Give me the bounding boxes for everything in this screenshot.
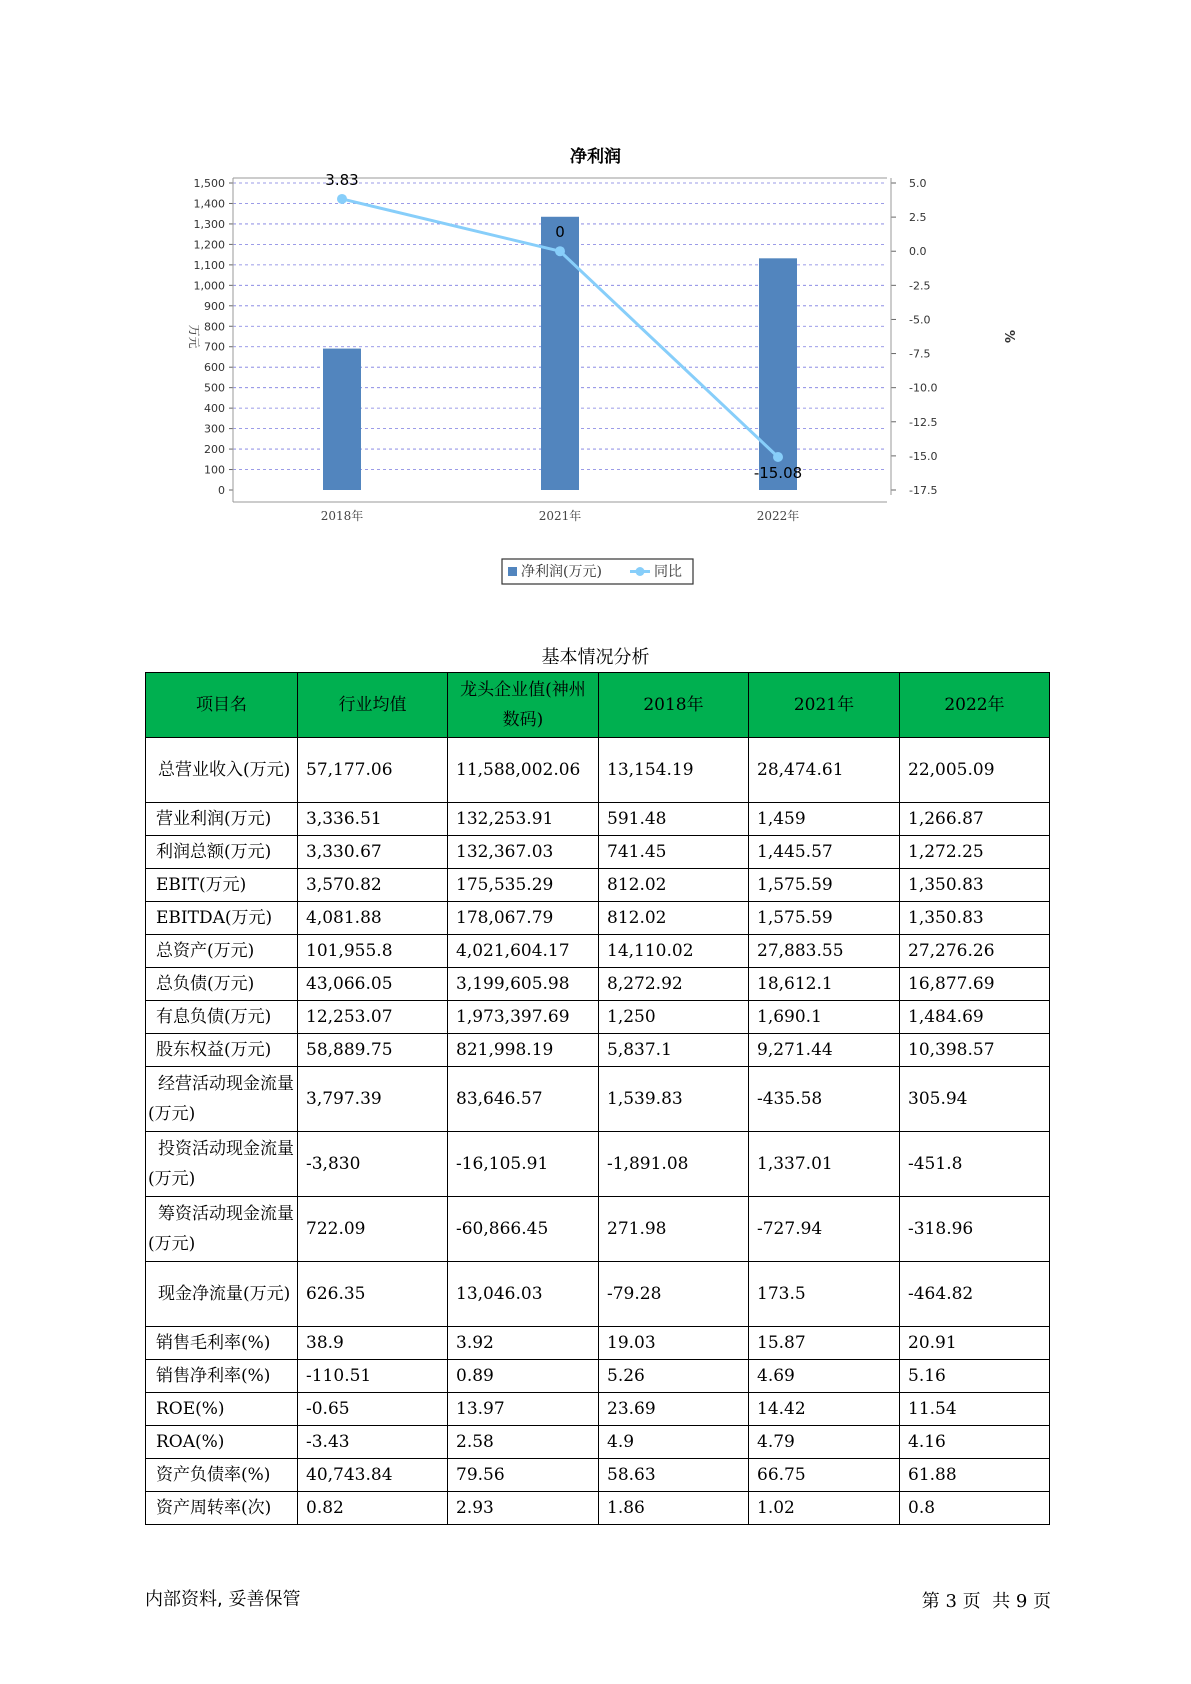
row-label-cell: 利润总额(万元) <box>146 836 298 869</box>
table-cell: 5,837.1 <box>599 1034 749 1067</box>
table-cell: 821,998.19 <box>448 1034 599 1067</box>
table-cell: 1,350.83 <box>900 869 1050 902</box>
table-cell: 1,350.83 <box>900 902 1050 935</box>
table-cell: 178,067.79 <box>448 902 599 935</box>
row-label-cell: 销售净利率(%) <box>146 1360 298 1393</box>
y-tick-label: 1,300 <box>193 217 225 231</box>
table-cell: 173.5 <box>749 1262 900 1327</box>
row-label-cell: 投资活动现金流量(万元) <box>146 1132 298 1197</box>
y-tick-label: 1,000 <box>193 279 225 293</box>
table-cell: 1,337.01 <box>749 1132 900 1197</box>
table-cell: -1,891.08 <box>599 1132 749 1197</box>
table-cell: -16,105.91 <box>448 1132 599 1197</box>
table-row <box>146 836 1050 869</box>
table-cell: 8,272.92 <box>599 968 749 1001</box>
table-row <box>146 1426 1050 1459</box>
y2-tick-label: -10.0 <box>909 381 938 395</box>
table-cell: 4.69 <box>749 1360 900 1393</box>
footer-confidential-note: 内部资料, 妥善保管 <box>145 1589 301 1610</box>
table-cell: -3,830 <box>298 1132 448 1197</box>
y-tick-label: 100 <box>204 463 225 477</box>
table-cell: 58.63 <box>599 1459 749 1492</box>
table-row <box>146 803 1050 836</box>
table-cell: 5.16 <box>900 1360 1050 1393</box>
table-cell: 0.82 <box>298 1492 448 1525</box>
row-label-cell: 资产负债率(%) <box>146 1459 298 1492</box>
table-cell: 20.91 <box>900 1327 1050 1360</box>
table-cell: 626.35 <box>298 1262 448 1327</box>
table-cell: 591.48 <box>599 803 749 836</box>
table-row <box>146 902 1050 935</box>
table-cell: 1,445.57 <box>749 836 900 869</box>
table-cell: -464.82 <box>900 1262 1050 1327</box>
table-cell: 10,398.57 <box>900 1034 1050 1067</box>
table-row <box>146 1360 1050 1393</box>
table-header-row <box>146 673 1050 738</box>
bar <box>323 349 361 490</box>
table-cell: 14,110.02 <box>599 935 749 968</box>
table-cell: 14.42 <box>749 1393 900 1426</box>
table-cell: -0.65 <box>298 1393 448 1426</box>
table-cell: 58,889.75 <box>298 1034 448 1067</box>
table-cell: 22,005.09 <box>900 738 1050 803</box>
table-cell: -451.8 <box>900 1132 1050 1197</box>
row-label-cell: 现金净流量(万元) <box>146 1262 298 1327</box>
table-cell: 11,588,002.06 <box>448 738 599 803</box>
table-row <box>146 1001 1050 1034</box>
header-item-name: 项目名 <box>146 673 298 738</box>
net-profit-chart <box>0 170 1191 600</box>
row-label-cell: ROE(%) <box>146 1393 298 1426</box>
y2-axis-title: % <box>1001 329 1016 344</box>
y-tick-label: 700 <box>204 340 225 354</box>
table-cell: 40,743.84 <box>298 1459 448 1492</box>
table-row <box>146 968 1050 1001</box>
table-cell: 305.94 <box>900 1067 1050 1132</box>
table-cell: 4.9 <box>599 1426 749 1459</box>
row-label-cell: 资产周转率(次) <box>146 1492 298 1525</box>
table-cell: 3,199,605.98 <box>448 968 599 1001</box>
table-cell: -435.58 <box>749 1067 900 1132</box>
table-cell: 79.56 <box>448 1459 599 1492</box>
yoy-point <box>337 194 347 204</box>
table-cell: 2.58 <box>448 1426 599 1459</box>
table-cell: 1,459 <box>749 803 900 836</box>
table-cell: 13.97 <box>448 1393 599 1426</box>
yoy-data-label: 0 <box>555 223 565 242</box>
table-cell: 5.26 <box>599 1360 749 1393</box>
row-label-cell: 股东权益(万元) <box>146 1034 298 1067</box>
table-cell: 4,021,604.17 <box>448 935 599 968</box>
y-tick-label: 200 <box>204 443 225 457</box>
legend-line-marker <box>636 567 645 576</box>
table-cell: 4.79 <box>749 1426 900 1459</box>
table-cell: 4.16 <box>900 1426 1050 1459</box>
y-tick-label: 0 <box>218 484 225 497</box>
table-cell: 101,955.8 <box>298 935 448 968</box>
x-tick-label: 2018年 <box>320 509 364 523</box>
table-row <box>146 738 1050 803</box>
y2-tick-label: -2.5 <box>909 279 931 293</box>
table-cell: 812.02 <box>599 902 749 935</box>
table-cell: 1,575.59 <box>749 902 900 935</box>
table-cell: 2.93 <box>448 1492 599 1525</box>
row-label-cell: 销售毛利率(%) <box>146 1327 298 1360</box>
table-cell: 23.69 <box>599 1393 749 1426</box>
table-cell: 132,367.03 <box>448 836 599 869</box>
y-tick-label: 1,500 <box>193 177 225 190</box>
y2-tick-label: -7.5 <box>909 347 931 361</box>
table-row <box>146 869 1050 902</box>
table-cell: 66.75 <box>749 1459 900 1492</box>
table-cell: 4,081.88 <box>298 902 448 935</box>
table-cell: 61.88 <box>900 1459 1050 1492</box>
table-row <box>146 1459 1050 1492</box>
y2-tick-label: -12.5 <box>909 415 938 429</box>
table-row <box>146 1492 1050 1525</box>
header-2018: 2018年 <box>599 673 749 738</box>
yoy-data-label: -15.08 <box>753 463 803 482</box>
row-label-cell: 有息负债(万元) <box>146 1001 298 1034</box>
y-tick-label: 1,100 <box>193 258 225 272</box>
table-cell: 9,271.44 <box>749 1034 900 1067</box>
y-tick-label: 500 <box>204 381 225 395</box>
x-tick-label: 2022年 <box>756 509 800 523</box>
row-label-cell: ROA(%) <box>146 1426 298 1459</box>
table-cell: 18,612.1 <box>749 968 900 1001</box>
table-cell: 1,973,397.69 <box>448 1001 599 1034</box>
table-cell: 19.03 <box>599 1327 749 1360</box>
header-2022: 2022年 <box>900 673 1050 738</box>
table-cell: -79.28 <box>599 1262 749 1327</box>
table-cell: 3,797.39 <box>298 1067 448 1132</box>
table-row <box>146 1067 1050 1132</box>
table-cell: 1,272.25 <box>900 836 1050 869</box>
table-cell: 1,539.83 <box>599 1067 749 1132</box>
table-cell: 28,474.61 <box>749 738 900 803</box>
y-tick-label: 900 <box>204 299 225 313</box>
row-label-cell: 总资产(万元) <box>146 935 298 968</box>
row-label-cell: 总负债(万元) <box>146 968 298 1001</box>
table-row <box>146 1132 1050 1197</box>
table-cell: 1,690.1 <box>749 1001 900 1034</box>
bar <box>541 217 579 490</box>
table-cell: 13,046.03 <box>448 1262 599 1327</box>
x-tick-label: 2021年 <box>538 509 582 523</box>
table-cell: -110.51 <box>298 1360 448 1393</box>
table-cell: -318.96 <box>900 1197 1050 1262</box>
table-cell: 43,066.05 <box>298 968 448 1001</box>
y-tick-label: 400 <box>204 402 225 416</box>
basic-analysis-table <box>145 672 1050 1525</box>
y2-tick-label: 5.0 <box>909 177 927 190</box>
table-cell: 741.45 <box>599 836 749 869</box>
table-cell: 1.02 <box>749 1492 900 1525</box>
y-axis-title: 万元 <box>187 324 201 349</box>
row-label-cell: 总营业收入(万元) <box>146 738 298 803</box>
table-cell: -60,866.45 <box>448 1197 599 1262</box>
header-industry-avg: 行业均值 <box>298 673 448 738</box>
table-row <box>146 935 1050 968</box>
yoy-data-label: 3.83 <box>325 170 359 189</box>
table-cell: 83,646.57 <box>448 1067 599 1132</box>
table-cell: 16,877.69 <box>900 968 1050 1001</box>
legend-bar-label: 净利润(万元) <box>521 564 602 580</box>
row-label-cell: EBIT(万元) <box>146 869 298 902</box>
table-cell: 132,253.91 <box>448 803 599 836</box>
table-cell: 812.02 <box>599 869 749 902</box>
table-cell: -727.94 <box>749 1197 900 1262</box>
y2-tick-label: -5.0 <box>909 313 931 327</box>
table-cell: 0.8 <box>900 1492 1050 1525</box>
y-tick-label: 800 <box>204 320 225 334</box>
yoy-point <box>773 452 783 462</box>
table-cell: 3,330.67 <box>298 836 448 869</box>
y2-tick-label: 0.0 <box>909 245 927 259</box>
table-cell: 1.86 <box>599 1492 749 1525</box>
chart-title: 净利润 <box>570 147 621 167</box>
table-cell: 1,484.69 <box>900 1001 1050 1034</box>
table-cell: 11.54 <box>900 1393 1050 1426</box>
table-title: 基本情况分析 <box>541 647 650 668</box>
y2-tick-label: -17.5 <box>909 484 938 497</box>
table-cell: 57,177.06 <box>298 738 448 803</box>
y2-tick-label: -15.0 <box>909 449 938 463</box>
table-cell: 27,883.55 <box>749 935 900 968</box>
table-row <box>146 1197 1050 1262</box>
row-label-cell: 营业利润(万元) <box>146 803 298 836</box>
y-tick-label: 1,400 <box>193 197 225 211</box>
legend-line-label: 同比 <box>654 564 682 580</box>
table-row <box>146 1262 1050 1327</box>
header-2021: 2021年 <box>749 673 900 738</box>
table-row <box>146 1327 1050 1360</box>
y-tick-label: 300 <box>204 422 225 436</box>
table-cell: 12,253.07 <box>298 1001 448 1034</box>
y-tick-label: 600 <box>204 361 225 375</box>
table-cell: 1,575.59 <box>749 869 900 902</box>
table-cell: 271.98 <box>599 1197 749 1262</box>
table-row <box>146 1393 1050 1426</box>
table-cell: 13,154.19 <box>599 738 749 803</box>
header-leader-value: 龙头企业值(神州数码) <box>448 673 599 738</box>
table-cell: -3.43 <box>298 1426 448 1459</box>
table-cell: 15.87 <box>749 1327 900 1360</box>
table-cell: 0.89 <box>448 1360 599 1393</box>
footer-page-number: 第 3 页 共 9 页 <box>921 1591 1051 1612</box>
y2-tick-label: 2.5 <box>909 211 927 225</box>
table-cell: 3,570.82 <box>298 869 448 902</box>
y-tick-label: 1,200 <box>193 238 225 252</box>
table-cell: 1,250 <box>599 1001 749 1034</box>
row-label-cell: EBITDA(万元) <box>146 902 298 935</box>
table-cell: 1,266.87 <box>900 803 1050 836</box>
row-label-cell: 筹资活动现金流量(万元) <box>146 1197 298 1262</box>
row-label-cell: 经营活动现金流量(万元) <box>146 1067 298 1132</box>
table-cell: 722.09 <box>298 1197 448 1262</box>
table-cell: 3.92 <box>448 1327 599 1360</box>
table-cell: 27,276.26 <box>900 935 1050 968</box>
table-cell: 38.9 <box>298 1327 448 1360</box>
table-cell: 175,535.29 <box>448 869 599 902</box>
table-cell: 3,336.51 <box>298 803 448 836</box>
yoy-point <box>555 246 565 256</box>
table-row <box>146 1034 1050 1067</box>
legend-bar-swatch <box>508 567 517 576</box>
